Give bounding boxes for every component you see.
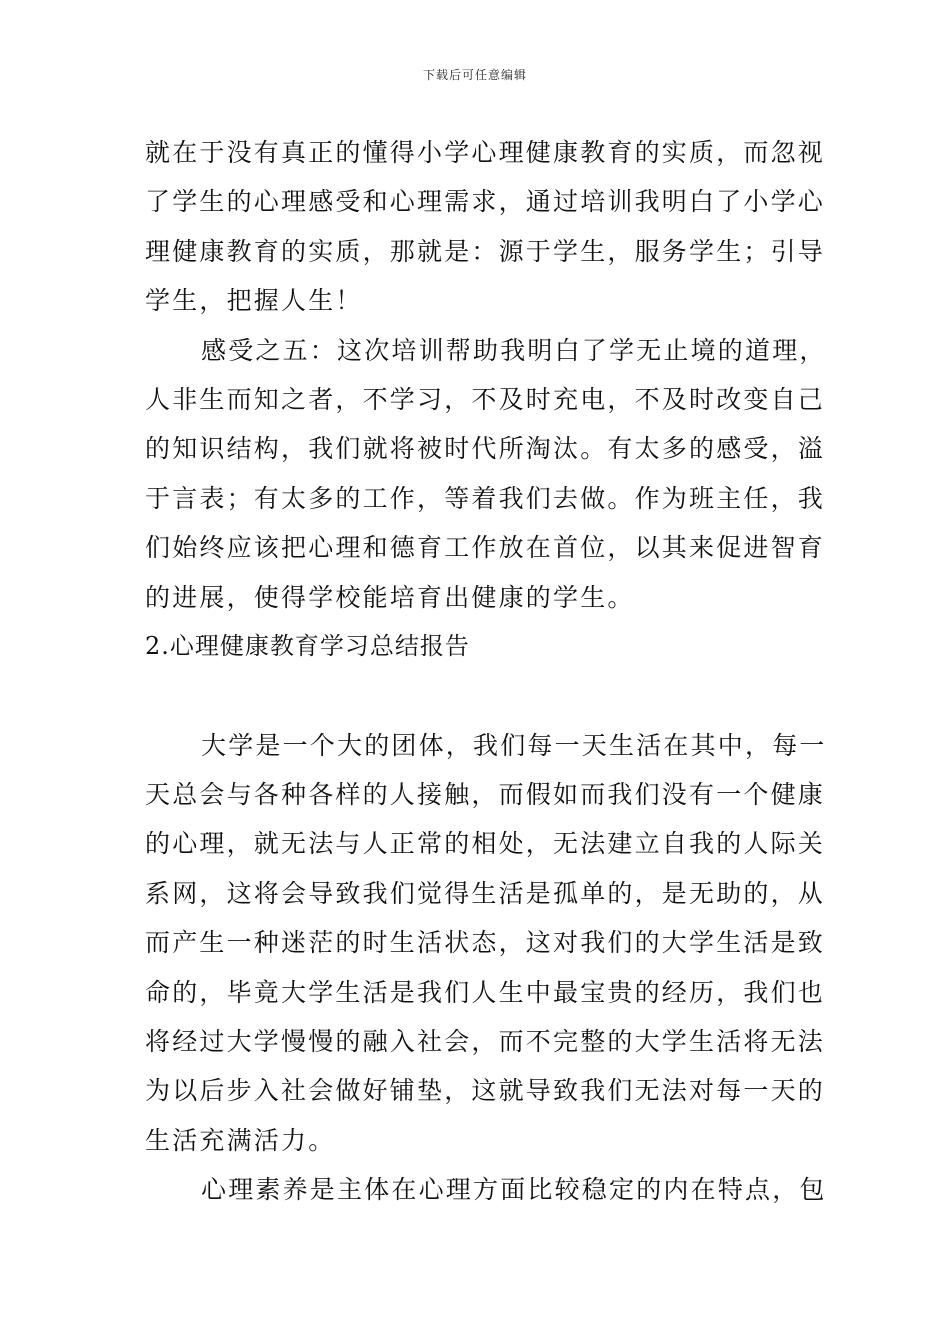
text-line: 而产生一种迷茫的时生活状态，这对我们的大学生活是致: [145, 928, 826, 958]
text-line: 们始终应该把心理和德育工作放在首位，以其来促进智育: [145, 533, 826, 563]
paragraph-4: [145, 1165, 827, 1214]
text-line: 人非生而知之者，不学习，不及时充电，不及时改变自己: [145, 384, 826, 414]
text-line: 命的，毕竟大学生活是我们人生中最宝贵的经历，我们也: [145, 977, 826, 1007]
text-line: 就在于没有真正的懂得小学心理健康教育的实质，而忽视: [145, 138, 826, 167]
section-heading: 2.心理健康教育学习总结报告: [145, 631, 470, 660]
document-body: [145, 128, 827, 1215]
text-line: 将经过大学慢慢的融入社会，而不完整的大学生活将无法: [145, 1027, 826, 1057]
text-line: 系网，这将会导致我们觉得生活是孤单的，是无助的，从: [145, 878, 826, 908]
text-line: 感受之五：这次培训帮助我明白了学无止境的道理，: [201, 335, 827, 365]
text-line: 理健康教育的实质，那就是：源于学生，服务学生；引导: [145, 236, 826, 266]
paragraph-2: [145, 326, 827, 622]
text-line: 为以后步入社会做好铺垫，这就导致我们无法对每一天的: [145, 1076, 826, 1106]
text-line: 大学是一个大的团体，我们每一天生活在其中，每一: [201, 730, 827, 760]
text-line: 的知识结构，我们就将被时代所淘汰。有太多的感受，溢: [145, 434, 826, 464]
text-line: 天总会与各种各样的人接触，而假如而我们没有一个健康: [145, 780, 826, 810]
blank-line: [145, 671, 810, 720]
paragraph-1: [145, 128, 826, 326]
text-line: 的心理，就无法与人正常的相处，无法建立自我的人际关: [145, 829, 826, 859]
text-line: 学生，把握人生！: [145, 286, 363, 316]
text-line: 生活充满活力。: [145, 1125, 336, 1155]
text-line: 的进展，使得学校能培育出健康的学生。: [145, 582, 635, 612]
text-line: 于言表；有太多的工作，等着我们去做。作为班主任，我: [145, 483, 826, 513]
paragraph-3: [145, 721, 827, 1166]
page-header: 下载后可任意编辑: [422, 68, 527, 82]
text-line: 心理素养是主体在心理方面比较稳定的内在特点，包: [201, 1175, 827, 1205]
text-line: 了学生的心理感受和心理需求，通过培训我明白了小学心: [145, 187, 826, 217]
